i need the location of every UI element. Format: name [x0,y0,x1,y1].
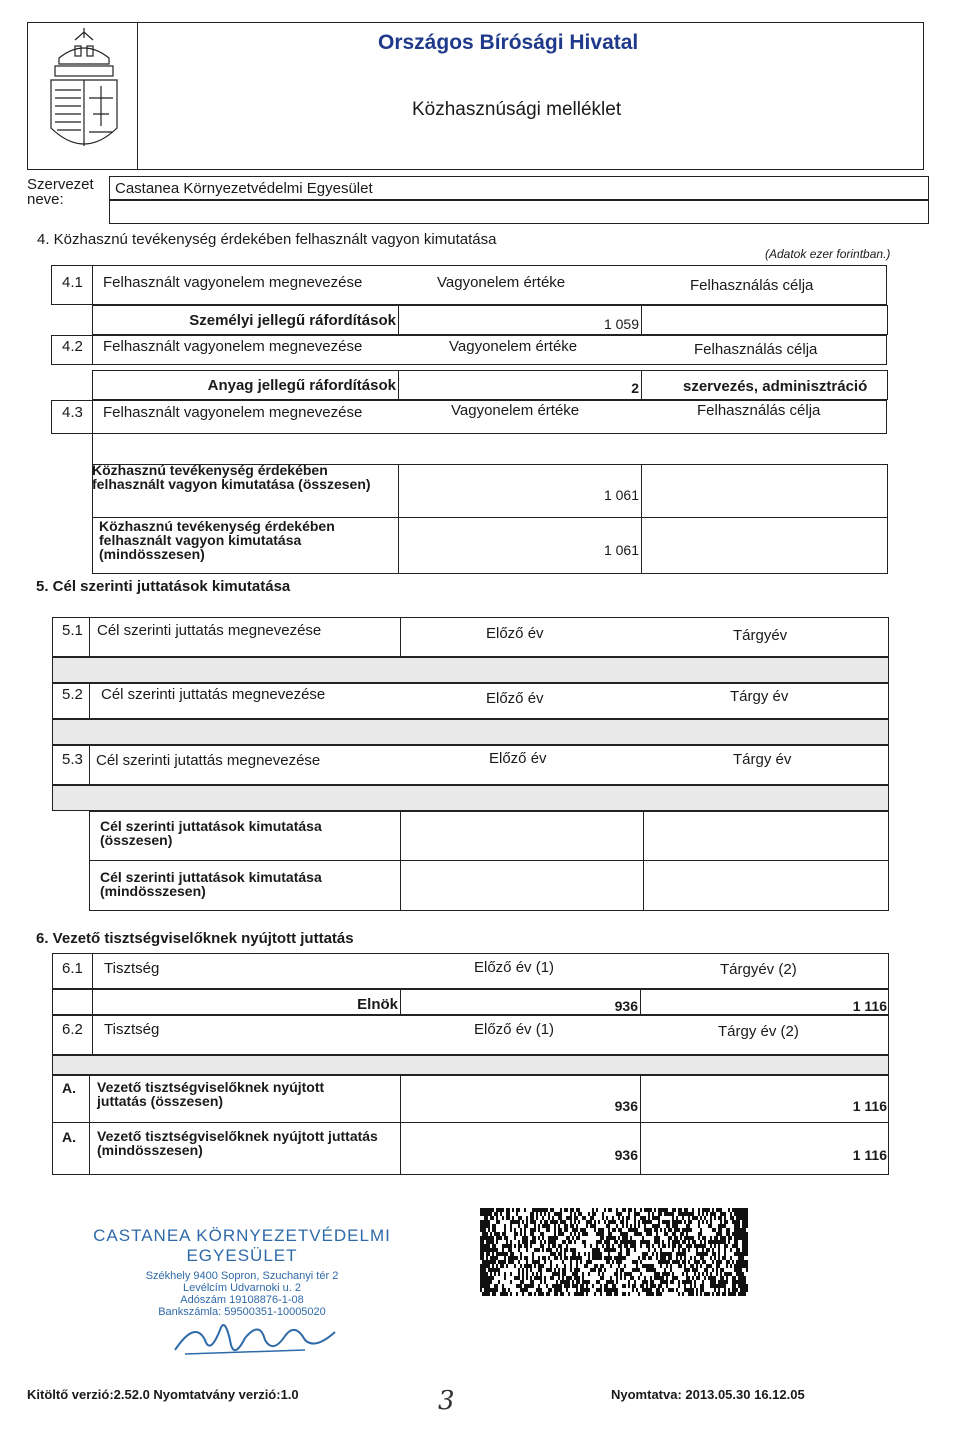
a1-curr: 1 116 [852,1098,887,1114]
s51-num: 5.1 [62,622,83,639]
coat-of-arms-icon [45,28,123,158]
s62-col1: Tisztség [104,1021,160,1038]
s53-col2: Előző év [489,750,547,767]
s53-col1: Cél szerinti jutattás megnevezése [96,752,321,769]
s62-col3: Tárgy év (2) [718,1023,799,1040]
s42-col3: Felhasználás célja [694,341,818,358]
stamp-line1: CASTANEA KÖRNYEZETVÉDELMI [93,1226,391,1245]
footer-printed: Nyomtatva: 2013.05.30 16.12.05 [611,1387,805,1402]
s61-col3: Tárgyév (2) [720,961,797,978]
footer-version: Kitöltő verzió:2.52.0 Nyomtatvány verzió:1.0 [27,1387,299,1402]
unit-note: (Adatok ezer forintban.) [765,247,891,261]
stamp-line2: EGYESÜLET [186,1246,298,1265]
a2-curr: 1 116 [852,1147,887,1163]
stamp-line5: Adószám 19108876-1-08 [180,1294,304,1306]
a2-prev: 936 [614,1147,638,1163]
s52-num: 5.2 [62,686,83,703]
s42-num: 4.2 [62,338,83,355]
s51-col1: Cél szerinti juttatás megnevezése [97,622,322,639]
s5-total2: Cél szerinti juttatások kimutatása (mindösszesen) [100,869,322,899]
s4-total1-label: Közhasznú tevékenység érdekében felhasznált vagyon kimutatása (összesen) [92,462,371,492]
a1-label: Vezető tisztségviselőknek nyújtott juttatás (összesen) [97,1079,325,1109]
row1-value: 1 059 [603,316,639,332]
s43-col3: Felhasználás célja [697,402,821,419]
s6-row-prev: 936 [614,998,638,1014]
s52-col3: Tárgy év [730,688,789,705]
row2-purpose: szervezés, adminisztráció [683,378,868,395]
s61-col1: Tisztség [104,960,160,977]
s4-total2-label: Közhasznú tevékenység érdekében felhasznált vagyon kimutatása (mindösszesen) [99,518,335,562]
a2-label: Vezető tisztségviselőknek nyújtott juttatás (mindösszesen) [97,1128,378,1158]
section4-title: 4. Közhasznú tevékenység érdekében felhasznált vagyon kimutatása [37,231,497,248]
s51-col2: Előző év [486,625,544,642]
a1-prev: 936 [614,1098,638,1114]
s4-total2-value: 1 061 [603,542,639,558]
org-name: Castanea Környezetvédelmi Egyesület [115,180,373,197]
signature-icon [165,1310,355,1365]
row1-name: Személyi jellegű ráfordítások [189,312,396,329]
s41-col1: Felhasznált vagyonelem megnevezése [103,274,363,291]
stamp-line6: Bankszámla: 59500351-10005020 [158,1306,326,1318]
section6-title: 6. Vezető tisztségviselőknek nyújtott juttatás [36,930,354,947]
row2-name: Anyag jellegű ráfordítások [207,377,396,394]
office-title: Országos Bírósági Hivatal [378,31,639,54]
s41-col3: Felhasználás célja [690,277,814,294]
org-label: Szervezet neve: [27,176,94,208]
s53-num: 5.3 [62,751,83,768]
row2-value: 2 [631,380,639,396]
s51-col3: Tárgyév [733,627,788,644]
s62-num: 6.2 [62,1021,83,1038]
s61-col2: Előző év (1) [474,959,555,976]
s4-total1-value: 1 061 [603,487,639,503]
stamp-line3: Székhely 9400 Sopron, Szuchanyi tér 2 [145,1270,339,1282]
org-stamp [92,1226,392,1318]
barcode-icon [480,1208,748,1296]
s43-col2: Vagyonelem értéke [451,402,580,419]
s52-col2: Előző év [486,690,544,707]
s52-col1: Cél szerinti juttatás megnevezése [101,686,326,703]
stamp-line4: Levélcím Udvarnoki u. 2 [183,1282,301,1294]
s42-col1: Felhasznált vagyonelem megnevezése [103,338,363,355]
s41-num: 4.1 [62,274,83,291]
s43-num: 4.3 [62,404,83,421]
s6-row-name: Elnök [357,996,398,1013]
s61-num: 6.1 [62,960,83,977]
subtitle: Közhasznúsági melléklet [412,99,622,120]
s41-col2: Vagyonelem értéke [437,274,566,291]
s62-col2: Előző év (1) [474,1021,555,1038]
section5-title: 5. Cél szerinti juttatások kimutatása [36,578,291,595]
a2-code: A. [62,1129,76,1145]
s43-col1: Felhasznált vagyonelem megnevezése [103,404,363,421]
a1-code: A. [62,1080,76,1096]
s5-total1: Cél szerinti juttatások kimutatása (összesen) [100,818,322,848]
s6-row-curr: 1 116 [852,998,887,1014]
s53-col3: Tárgy év [733,751,792,768]
s42-col2: Vagyonelem értéke [449,338,578,355]
page-number: 3 [438,1386,455,1416]
